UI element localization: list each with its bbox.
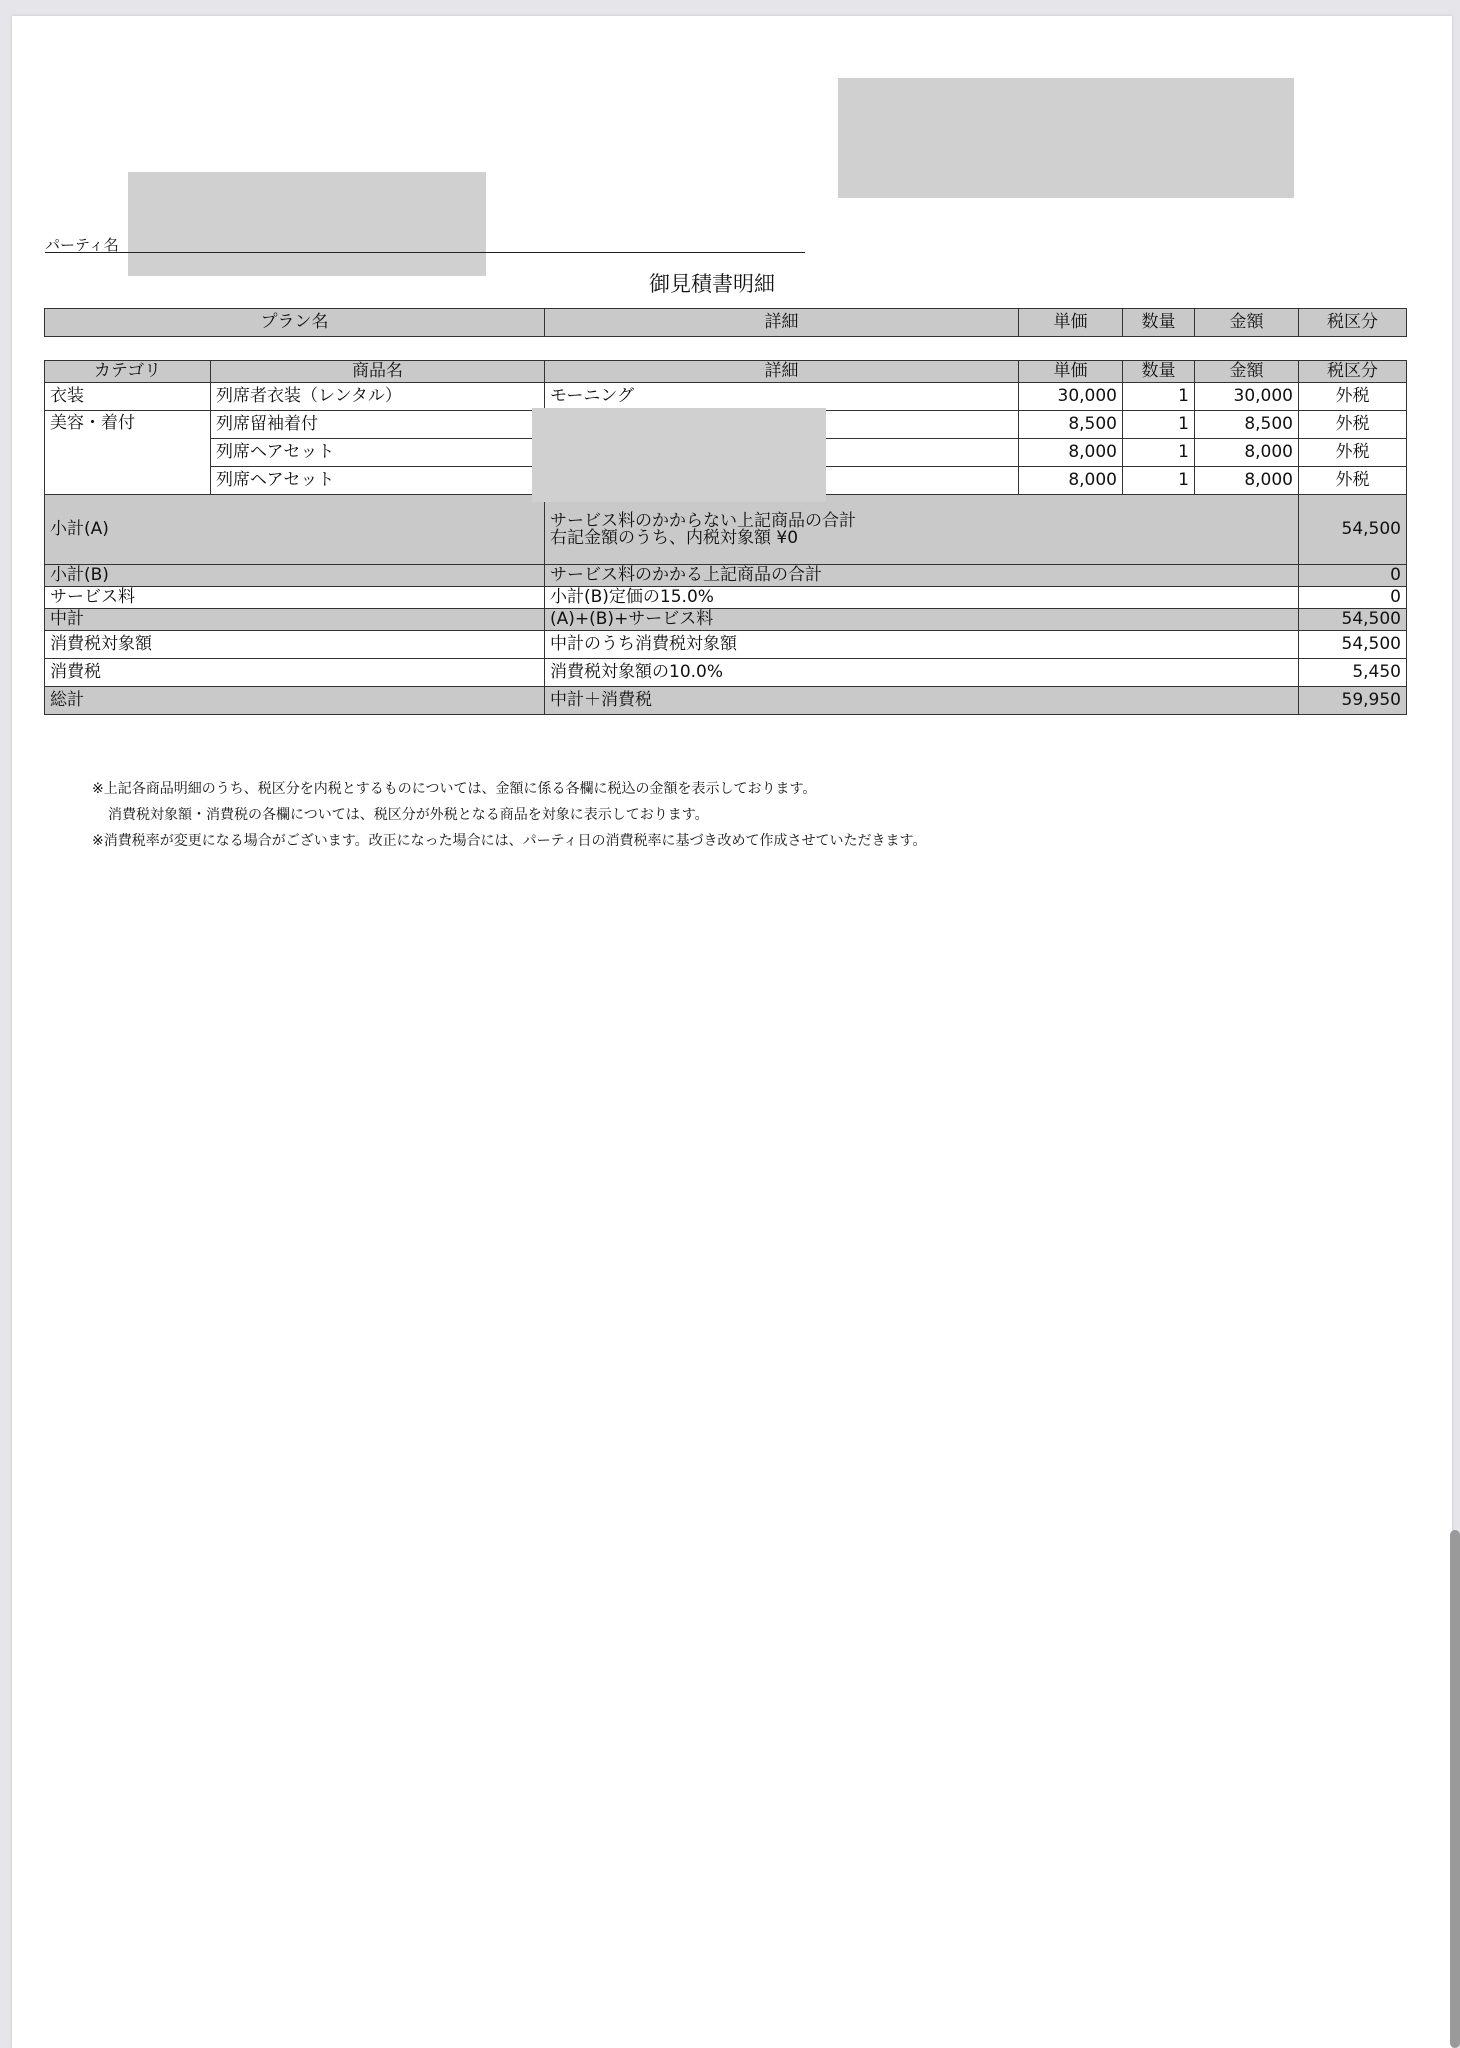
service-charge-label: サービス料 — [45, 587, 545, 609]
footnote-2: 消費税対象額・消費税の各欄については、税区分が外税となる商品を対象に表示しております。 — [108, 807, 709, 823]
row-qty: 1 — [1123, 383, 1195, 411]
items-header-tax: 税区分 — [1299, 361, 1407, 383]
row-product: 列席者衣装（レンタル） — [211, 383, 545, 411]
subtotal-a-amount: 54,500 — [1299, 495, 1407, 565]
plan-table-header-row — [45, 309, 1407, 337]
summary-row-subtotal-b — [45, 565, 1407, 587]
redacted-detail-cells — [532, 408, 826, 502]
row-category: 衣装 — [45, 383, 211, 411]
midtotal-amount: 54,500 — [1299, 609, 1407, 631]
document-title: 御見積書明細 — [649, 272, 775, 296]
party-name-label: パーティ名 — [45, 236, 119, 254]
items-header-unit-price: 単価 — [1019, 361, 1123, 383]
midtotal-label: 中計 — [45, 609, 545, 631]
subtotal-b-amount: 0 — [1299, 565, 1407, 587]
redacted-header-block — [838, 78, 1294, 198]
plan-table — [44, 308, 1407, 337]
summary-row-taxable-amount — [45, 631, 1407, 659]
service-charge-description: 小計(B)定価の15.0% — [545, 587, 1299, 609]
taxable-amount-label: 消費税対象額 — [45, 631, 545, 659]
row-qty: 1 — [1123, 411, 1195, 439]
plan-header-unit-price: 単価 — [1019, 309, 1123, 337]
table-row — [45, 383, 1407, 411]
subtotal-a-desc-line1: サービス料のかからない上記商品の合計 — [550, 510, 856, 531]
plan-header-detail: 詳細 — [545, 309, 1019, 337]
plan-header-amount: 金額 — [1195, 309, 1299, 337]
row-category: 美容・着付 — [45, 411, 211, 495]
row-amount: 8,000 — [1195, 439, 1299, 467]
party-name-underline — [45, 252, 805, 253]
grand-total-amount: 59,950 — [1299, 687, 1407, 715]
plan-header-tax: 税区分 — [1299, 309, 1407, 337]
row-unit-price: 8,000 — [1019, 439, 1123, 467]
footnotes — [92, 776, 926, 854]
row-product: 列席ヘアセット — [211, 439, 545, 467]
midtotal-description: (A)+(B)+サービス料 — [545, 609, 1299, 631]
subtotal-a-label: 小計(A) — [45, 495, 545, 565]
plan-header-qty: 数量 — [1123, 309, 1195, 337]
summary-row-service-charge — [45, 587, 1407, 609]
row-tax-type: 外税 — [1299, 383, 1407, 411]
footnote-1: ※上記各商品明細のうち、税区分を内税とするものについては、金額に係る各欄に税込の金額を表示しております。 — [92, 781, 817, 797]
row-product: 列席留袖着付 — [211, 411, 545, 439]
items-header-product: 商品名 — [211, 361, 545, 383]
row-qty: 1 — [1123, 439, 1195, 467]
row-amount: 8,500 — [1195, 411, 1299, 439]
grand-total-label: 総計 — [45, 687, 545, 715]
service-charge-amount: 0 — [1299, 587, 1407, 609]
subtotal-a-description — [545, 495, 1299, 565]
row-tax-type: 外税 — [1299, 411, 1407, 439]
row-product: 列席ヘアセット — [211, 467, 545, 495]
items-header-qty: 数量 — [1123, 361, 1195, 383]
consumption-tax-label: 消費税 — [45, 659, 545, 687]
consumption-tax-description: 消費税対象額の10.0% — [545, 659, 1299, 687]
items-header-amount: 金額 — [1195, 361, 1299, 383]
footnote-3: ※消費税率が変更になる場合がございます。改正になった場合には、パーティ日の消費税率に基づき改めて作成させていただきます。 — [92, 833, 927, 849]
row-qty: 1 — [1123, 467, 1195, 495]
subtotal-b-description: サービス料のかかる上記商品の合計 — [545, 565, 1299, 587]
taxable-amount-description: 中計のうち消費税対象額 — [545, 631, 1299, 659]
vertical-scrollbar[interactable] — [1450, 1530, 1460, 2048]
summary-row-midtotal — [45, 609, 1407, 631]
items-header-category: カテゴリ — [45, 361, 211, 383]
row-tax-type: 外税 — [1299, 467, 1407, 495]
row-amount: 30,000 — [1195, 383, 1299, 411]
items-header-detail: 詳細 — [545, 361, 1019, 383]
summary-row-grand-total — [45, 687, 1407, 715]
row-unit-price: 8,500 — [1019, 411, 1123, 439]
summary-row-subtotal-a — [45, 495, 1407, 565]
row-unit-price: 30,000 — [1019, 383, 1123, 411]
subtotal-b-label: 小計(B) — [45, 565, 545, 587]
row-unit-price: 8,000 — [1019, 467, 1123, 495]
summary-row-consumption-tax — [45, 659, 1407, 687]
row-detail: モーニング — [545, 383, 1019, 411]
grand-total-description: 中計＋消費税 — [545, 687, 1299, 715]
plan-header-plan-name: プラン名 — [45, 309, 545, 337]
row-amount: 8,000 — [1195, 467, 1299, 495]
subtotal-a-desc-line2: 右記金額のうち、内税対象額 ¥0 — [550, 527, 799, 548]
redacted-party-name — [128, 172, 486, 276]
row-tax-type: 外税 — [1299, 439, 1407, 467]
consumption-tax-amount: 5,450 — [1299, 659, 1407, 687]
taxable-amount-value: 54,500 — [1299, 631, 1407, 659]
document-page — [12, 16, 1452, 2048]
items-table-header-row — [45, 361, 1407, 383]
